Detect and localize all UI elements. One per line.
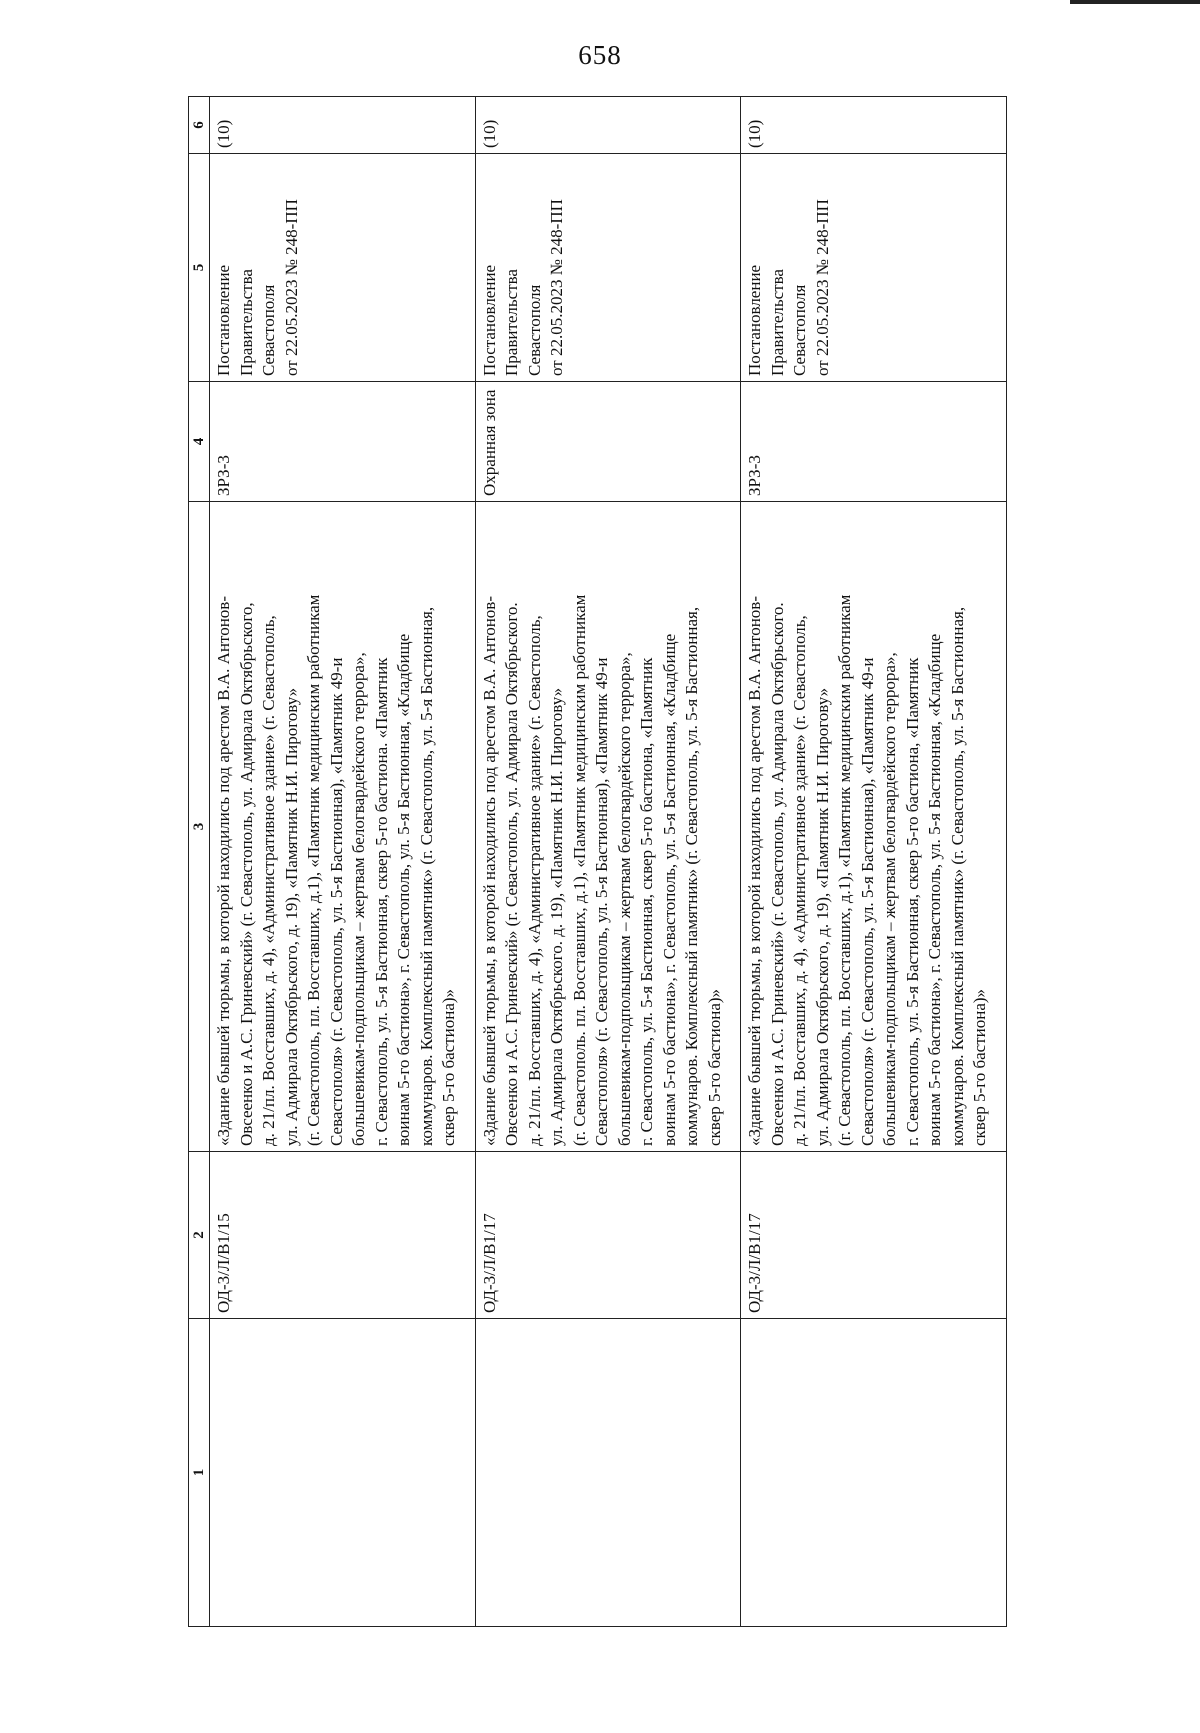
object-description-cell: «Здание бывшей тюрьмы, в которой находились под арестом В.А. Антонов- Овсеенко и А.С. Гриневский» (г. Севастополь, ул. Адмирала Октябрьского, д. 21/пл. Восставших, д. 4), «Административное здание» (г. Севастополь, ул. Адмирала Октябрьского, д. 19), «Памятник Н.И. Пирогову» (г. Севастополь, пл. Восставших, д.1), «Памятник медицинским работникам Севастополя» (г. Севастополь, ул. 5-я Бастионная), «Памятник 49-и большевикам-подпольщикам – жертвам белогвардейского террора», г. Севастополь, ул. 5-я Бастионная, сквер 5-го бастиона. «Памятник воинам 5-го бастиона», г. Севастополь, ул. 5-я Бастионная, «Кладбище коммунаров. Комплексный памятник» (г. Севастополь, ул. 5-я Бастионная, сквер 5-го бастиона)» [210, 502, 476, 1152]
page-number: 658 [578, 40, 622, 70]
table-row [475, 97, 741, 1627]
table-row [741, 97, 1007, 1627]
header-col-4: 4 [189, 382, 210, 502]
header-col-1: 1 [189, 1319, 210, 1627]
top-edge-rule [1070, 0, 1200, 4]
legal-act-cell: Постановление Правительства Севастополя от 22.05.2023 № 248-ПП [210, 154, 476, 382]
heritage-zones-table [188, 96, 1007, 1627]
header-row [189, 97, 210, 1627]
zone-code-cell: ОД-3/Л/В1/17 [475, 1152, 741, 1319]
zone-code-cell: ОД-3/Л/В1/17 [741, 1152, 1007, 1319]
header-col-5: 5 [189, 154, 210, 382]
legal-act-cell: Постановление Правительства Севастополя от 22.05.2023 № 248-ПП [741, 154, 1007, 382]
object-description-cell: «Здание бывшей тюрьмы, в которой находились под арестом В.А. Антонов- Овсеенко и А.С. Гриневский» (г. Севастополь, ул. Адмирала Октябрьского. д. 21/пл. Восставших, д. 4), «Административное здание» (г. Севастополь, ул. Адмирала Октябрьского. д. 19), «Памятник Н.И. Пирогову» (г. Севастополь. пл. Восставших, д.1), «Памятник медицинским работникам Севастополя» (г. Севастополь, ул. 5-я Бастионная), «Памятник 49-и большевикам-подпольщикам – жертвам белогвардейского террора», г. Севастополь, ул. 5-я Бастионная, сквер 5-го бастиона, «Памятник воинам 5-го бастиона», г. Севастополь, ул. 5-я Бастионная, «Кладбище коммунаров. Комплексный памятник» (г. Севастополь, ул. 5-я Бастионная, сквер 5-го бастиона)» [475, 502, 741, 1152]
rotated-table-container [188, 97, 1007, 1627]
table-row [210, 97, 476, 1627]
zone-type-cell: Охранная зона [475, 382, 741, 502]
legal-act-cell: Постановление Правительства Севастополя от 22.05.2023 № 248-ПП [475, 154, 741, 382]
header-col-2: 2 [189, 1152, 210, 1319]
reference-cell: (10) [475, 97, 741, 154]
header-col-6: 6 [189, 97, 210, 154]
zone-code-cell: ОД-3/Л/В1/15 [210, 1152, 476, 1319]
row-index-cell [741, 1319, 1007, 1627]
row-index-cell [210, 1319, 476, 1627]
reference-cell: (10) [741, 97, 1007, 154]
zone-type-cell: ЗРЗ-3 [210, 382, 476, 502]
zone-type-cell: ЗРЗ-3 [741, 382, 1007, 502]
object-description-cell: «Здание бывшей тюрьмы, в которой находились под арестом В.А. Антонов- Овсеенко и А.С. Гриневский» (г. Севастополь, ул. Адмирала Октябрьского. д. 21/пл. Восставших, д. 4), «Административное здание» (г. Севастополь, ул. Адмирала Октябрьского, д. 19), «Памятник Н.И. Пирогову» (г. Севастополь, пл. Восставших, д.1), «Памятник медицинским работникам Севастополя» (г. Севастополь, ул. 5-я Бастионная), «Памятник 49-и большевикам-подпольщикам – жертвам белогвардейского террора», г. Севастополь, ул. 5-я Бастионная, сквер 5-го бастиона, «Памятник воинам 5-го бастиона», г. Севастополь, ул. 5-я Бастионная, «Кладбище коммунаров. Комплексный памятник» (г. Севастополь, ул. 5-я Бастионная, сквер 5-го бастиона)» [741, 502, 1007, 1152]
reference-cell: (10) [210, 97, 476, 154]
header-col-3: 3 [189, 502, 210, 1152]
table-frame [188, 97, 1007, 1627]
row-index-cell [475, 1319, 741, 1627]
